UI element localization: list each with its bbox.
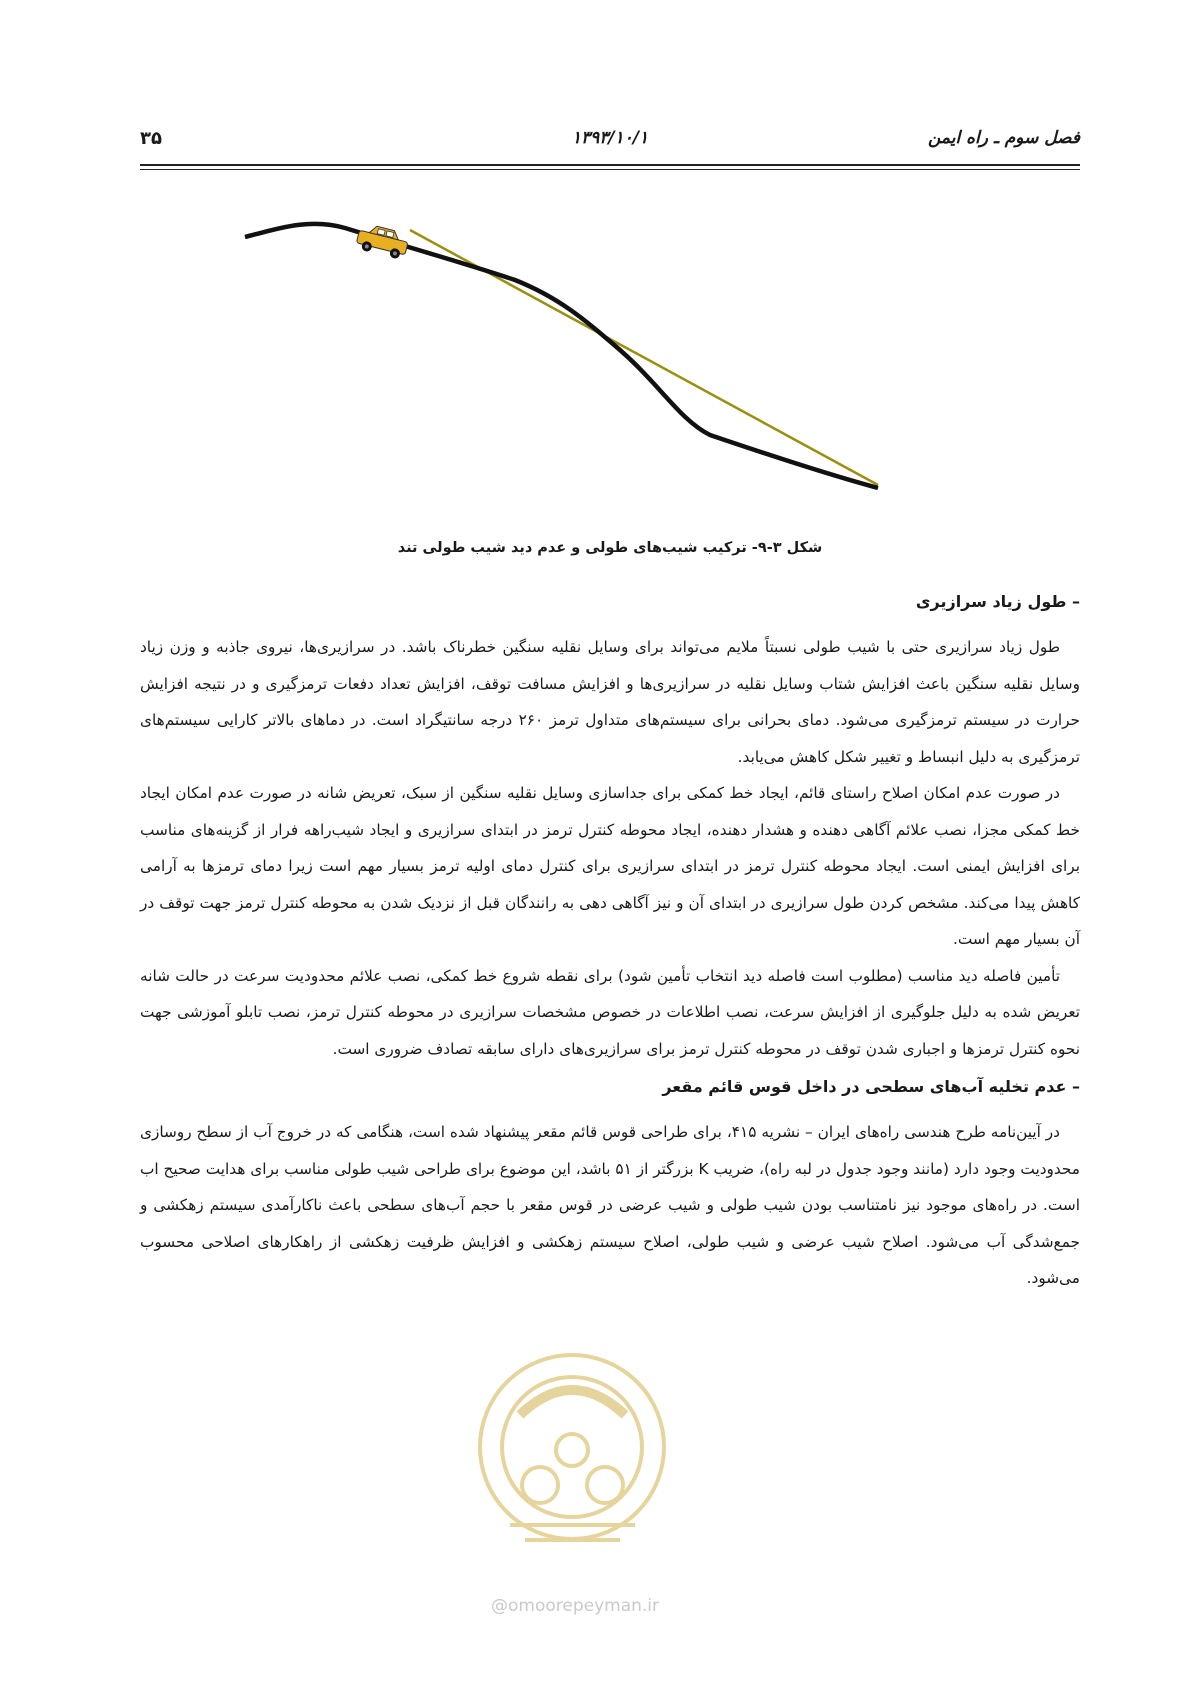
chapter-title: فصل سوم ـ راه ایمن	[927, 128, 1080, 148]
watermark-url: @omoorepeyman.ir	[490, 1596, 660, 1616]
road-profile-line	[245, 224, 878, 488]
paragraph: تأمین فاصله دید مناسب (مطلوب است فاصله دید انتخاب تأمین شود) برای نقطه شروع خط کمکی، نصب علائم محدودیت سرعت در حالت شانه تعریض شده به دلیل جلوگیری از افزایش سرعت، نصب اطلاعات در خصوص مشخصات سرازیری در محوطه کنترل ترمز، نصب تابلو آموزشی جهت نحوه کنترل ترمزها و اجباری شدن توقف در محوطه کنترل ترمز برای سرازیری‌های دارای سابقه تصادف ضروری است.	[140, 966, 1080, 1058]
watermark-seal	[470, 1345, 675, 1560]
road-profile-diagram	[240, 220, 960, 540]
header-rule	[140, 164, 1080, 166]
page-header	[140, 128, 1080, 158]
road-figure	[240, 220, 960, 540]
paragraph: در صورت عدم امکان اصلاح راستای قائم، ایجاد خط کمکی برای جداسازی وسایل نقلیه سنگین از سبک، تعریض شانه در صورت عدم امکان ایجاد خط کمکی مجزا، نصب علائم آگاهی دهنده و هشدار دهنده، ایجاد محوطه کنترل ترمز در ابتدای سرازیری و ایجاد شیب‌راهه فرار از گزینه‌های مناسب برای افزایش ایمنی است. ایجاد محوطه کنترل ترمز در ابتدای سرازیری برای کنترل دمای اولیه ترمز بسیار مهم است زیرا دمای ترمزها به آرامی کاهش پیدا می‌کند. مشخص کردن طول سرازیری در ابتدای آن و نیز آگاهی دهی به رانندگان قبل از نزدیک شدن به محوطه کنترل ترمز جهت توقف در آن بسیار مهم است.	[140, 784, 1080, 948]
main-content	[140, 592, 1080, 1297]
car-icon	[355, 222, 410, 260]
paragraph: در آیین‌نامه طرح هندسی راه‌های ایران – نشریه ۴۱۵، برای طراحی قوس قائم مقعر پیشنهاد شده است، هنگامی که در خروج آب از سطح روسازی محدودیت وجود دارد (مانند وجود جدول در لبه راه)، ضریب K بزرگتر از ۵۱ باشد، این موضوع برای طراحی شیب طولی مناسب برای هدایت صحیح اب است. در راه‌های موجود نیز نامتناسب بودن شیب طولی و شیب عرضی در قوس مقعر با حجم آب‌های سطحی باعث ناکارآمدی سیستم زهکشی و جمع‌شدگی آب می‌شود. اصلاح شیب عرضی و شیب طولی، اصلاح سیستم زهکشی و افزایش ظرفیت زهکشی از راهکارهای اصلاحی محسوب می‌شود.	[140, 1123, 1081, 1287]
header-rule-thin	[140, 169, 1080, 170]
section-heading-drainage: – عدم تخلیه آب‌های سطحی در داخل قوس قائم مقعر	[662, 1077, 1080, 1096]
paragraph: طول زیاد سرازیری حتی با شیب طولی نسبتاً ملایم می‌تواند برای وسایل نقلیه سنگین خطرناک باشد. در سرازیری‌ها، نیروی جاذبه و وزن زیاد وسایل نقلیه سنگین باعث افزایش شتاب وسایل نقلیه در سرازیری‌ها و افزایش مسافت توقف، افزایش تعداد دفعات ترمزگیری و در نتیجه افزایش حرارت در سیستم ترمزگیری می‌شود. دمای بحرانی برای سیستم‌های متداول ترمز ۲۶۰ درجه سانتیگراد است. در دماهای بالاتر کارایی سیستم‌های ترمزگیری به دلیل انبساط و تغییر شکل کاهش می‌یابد.	[140, 638, 1080, 766]
figure-caption: شکل ۳-۹- ترکیب شیب‌های طولی و عدم دید شیب طولی تند	[397, 540, 823, 556]
page-number: ۳۵	[140, 128, 162, 149]
section-heading-downhill-length: – طول زیاد سرازیری	[915, 592, 1080, 611]
header-date: ۱۳۹۳/۱۰/۱	[571, 128, 649, 148]
seal-icon	[470, 1345, 675, 1560]
